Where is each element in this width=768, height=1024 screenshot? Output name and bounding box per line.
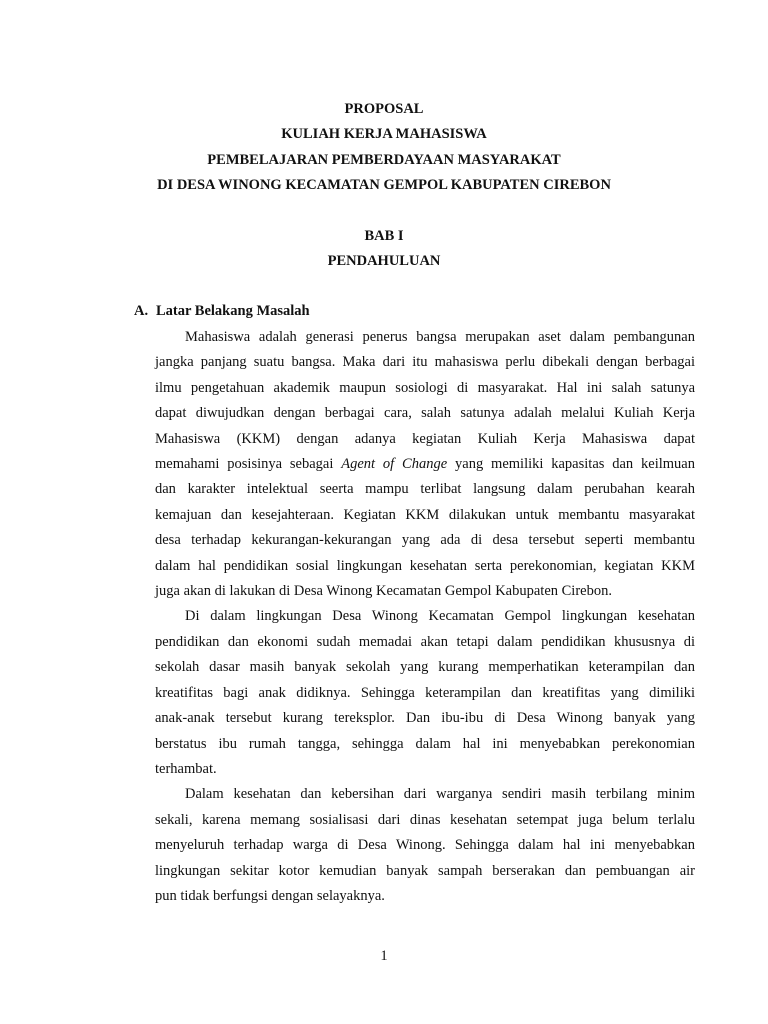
paragraph-2 (155, 604, 695, 782)
paragraph-line: menyeluruh terhadap warga di Desa Winong. Sehingga dalam hal ini menyebabkan (155, 837, 695, 854)
paragraph-line: dalam hal pendidikan sosial lingkungan kesehatan serta perekonomian, kegiatan KKM (155, 557, 695, 574)
paragraph-line: sekolah dasar masih banyak sekolah yang kurang memperhatikan keterampilan dan (155, 659, 695, 676)
paragraph-3 (155, 782, 695, 909)
paragraph-line: lingkungan sekitar kotor kemudian banyak sampah berserakan dan pembuangan air (155, 862, 695, 879)
paragraph-line (155, 452, 695, 477)
paragraph-line: Mahasiswa adalah generasi penerus bangsa merupakan aset dalam pembangunan (185, 329, 695, 345)
paragraph-line: anak-anak tersebut kurang tereksplor. Dan ibu-ibu di Desa Winong banyak yang (155, 710, 695, 727)
paragraph-line: dapat diwujudkan dengan berbagai cara, salah satunya adalah melalui Kuliah Kerja (155, 405, 695, 422)
section-heading (134, 303, 310, 320)
paragraph-line: pendidikan dan ekonomi sudah memadai akan tetapi dalam pendidikan khususnya di (155, 633, 695, 650)
title-line-3: PEMBELAJARAN PEMBERDAYAAN MASYARAKAT (207, 152, 561, 168)
section-title: Latar Belakang Masalah (156, 303, 310, 319)
paragraph-line: dan karakter intelektual seerta mampu terlibat langsung dalam perubahan kearah (155, 481, 695, 498)
paragraph-line: kemajuan dan kesejahteraan. Kegiatan KKM dilakukan untuk membantu masyarakat (155, 506, 695, 523)
italic-term: Agent of Change (341, 456, 448, 473)
line-text: yang memiliki kapasitas dan keilmuan (447, 456, 695, 473)
paragraph-line: terhambat. (155, 760, 217, 777)
title-line-2: KULIAH KERJA MAHASISWA (281, 126, 487, 142)
paragraph-line: sekali, karena memang sosialisasi dari dinas kesehatan setempat juga belum terlalu (155, 811, 695, 828)
paragraph-line: ilmu pengetahuan akademik maupun sosiologi di masyarakat. Hal ini salah satunya (155, 379, 695, 396)
paragraph-line: kreatifitas bagi anak didiknya. Sehingga keterampilan dan kreatifitas yang dimiliki (155, 684, 695, 701)
line-text: memahami posisinya sebagai (155, 456, 342, 473)
paragraph-line: Di dalam lingkungan Desa Winong Kecamatan Gempol lingkungan kesehatan (185, 608, 695, 625)
chapter-number: BAB I (364, 228, 404, 244)
paragraph-line: berstatus ibu rumah tangga, sehingga dalam hal ini menyebabkan perekonomian (155, 735, 695, 752)
title-line-4: DI DESA WINONG KECAMATAN GEMPOL KABUPATEN CIREBON (157, 177, 611, 193)
page-number: 1 (380, 948, 388, 964)
paragraph-line: Mahasiswa (KKM) dengan adanya kegiatan Kuliah Kerja Mahasiswa dapat (155, 430, 695, 447)
chapter-title: PENDAHULUAN (327, 253, 441, 269)
section-letter: A. (134, 303, 149, 319)
paragraph-line: desa terhadap kekurangan-kekurangan yang ada di desa tersebut seperti membantu (155, 532, 695, 549)
paragraph-line: pun tidak berfungsi dengan selayaknya. (155, 887, 385, 904)
paragraph-line: jangka panjang suatu bangsa. Maka dari itu mahasiswa perlu dibekali dengan berbagai (155, 354, 695, 371)
paragraph-1 (155, 325, 695, 604)
body-text (155, 325, 695, 909)
title-line-1: PROPOSAL (344, 101, 424, 117)
paragraph-line: juga akan di lakukan di Desa Winong Kecamatan Gempol Kabupaten Cirebon. (155, 583, 612, 600)
paragraph-line: Dalam kesehatan dan kebersihan dari warganya sendiri masih terbilang minim (185, 786, 695, 803)
